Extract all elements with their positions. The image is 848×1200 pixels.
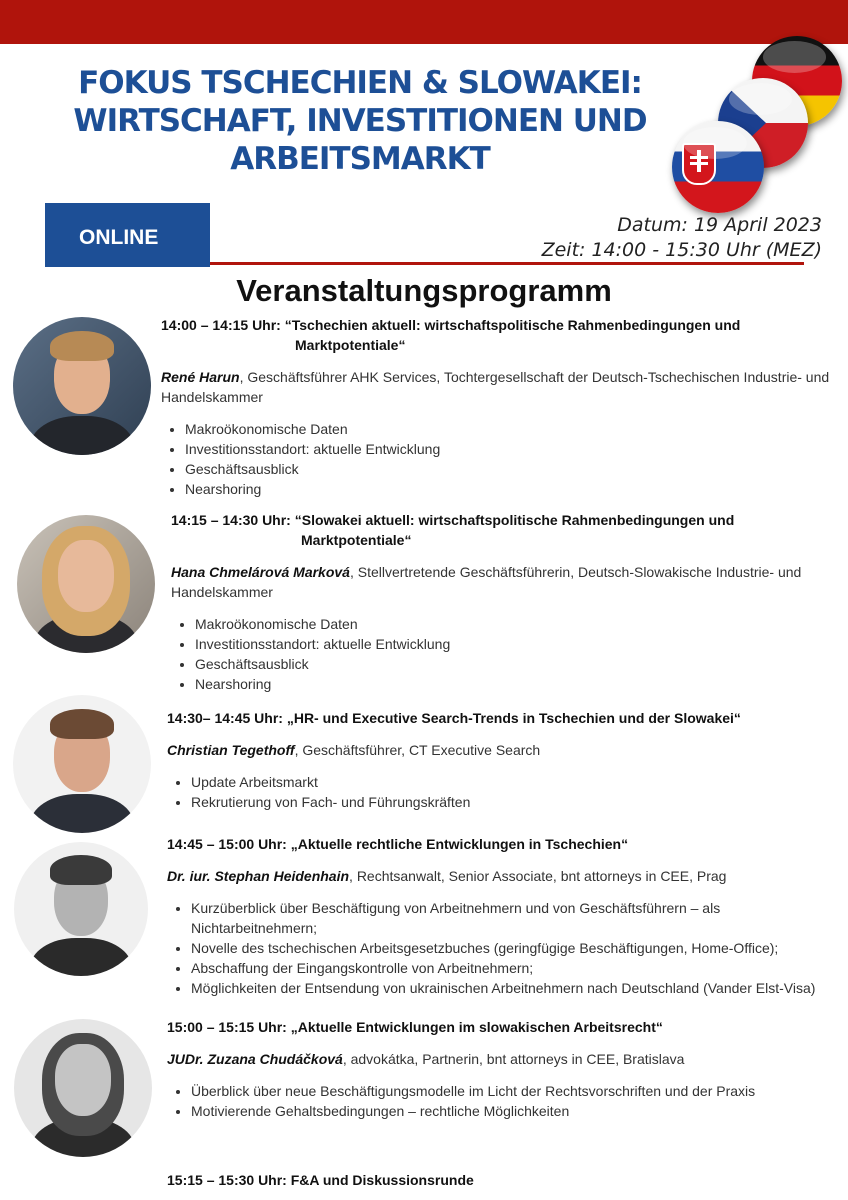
session-2 [171, 510, 841, 694]
speaker-name: Hana Chmelárová Marková [171, 564, 350, 580]
speaker-line [167, 1049, 847, 1069]
session-time-title: 14:00 – 14:15 Uhr: “Tschechien aktuell: wirtschaftspolitische Rahmenbedingungen und [161, 317, 741, 333]
speaker-role: , Stellvertretende Geschäftsführerin, Deutsch-Slowakische Industrie- und Handelskammer [171, 564, 802, 600]
list-item: • Rekrutierung von Fach- und Führungskräften [191, 792, 847, 812]
session-time-title: 14:45 – 15:00 Uhr: „Aktuelle rechtliche Entwicklungen in Tschechien“ [167, 836, 629, 852]
list-item: • Makroökonomische Daten [195, 614, 841, 634]
topic-list [161, 419, 841, 499]
event-time: Zeit: 14:00 - 15:30 Uhr (MEZ) [541, 239, 822, 261]
session-4 [167, 834, 847, 998]
topic-list [167, 1081, 847, 1121]
session-1 [161, 315, 841, 499]
top-red-bar [0, 0, 848, 44]
speaker-name: René Harun [161, 369, 240, 385]
speaker-photo-hana-chmelarova-markova [17, 515, 155, 653]
list-item: • Investitionsstandort: aktuelle Entwicklung [195, 634, 841, 654]
session-heading [167, 1017, 847, 1037]
online-badge: ONLINE [45, 203, 210, 267]
list-item: • Abschaffung der Eingangskontrolle von Arbeitnehmern; [191, 958, 847, 978]
slovak-flag-icon [672, 121, 764, 213]
speaker-role: , advokátka, Partnerin, bnt attorneys in CEE, Bratislava [342, 1051, 685, 1067]
speaker-photo-zuzana-chudackova [14, 1019, 152, 1157]
list-item: • Möglichkeiten der Entsendung von ukrainischen Arbeitnehmern nach Deutschland (Vander Elst-Visa) [191, 978, 847, 998]
speaker-name: Christian Tegethoff [167, 742, 295, 758]
session-3 [167, 708, 847, 812]
event-date-time [542, 213, 822, 263]
session-5 [167, 1017, 847, 1121]
topic-list [171, 614, 841, 694]
speaker-name: Dr. iur. Stephan Heidenhain [167, 868, 350, 884]
speaker-name: JUDr. Zuzana Chudáčková [167, 1051, 343, 1067]
speaker-photo-christian-tegethoff [13, 695, 151, 833]
list-item: • Nearshoring [185, 479, 841, 499]
list-item: • Novelle des tschechischen Arbeitsgesetzbuches (geringfügige Beschäftigungen, Home-Office); [191, 938, 847, 958]
session-heading [167, 708, 847, 728]
title-line-2: WIRTSCHAFT, INVESTITIONEN UND [73, 103, 647, 139]
speaker-line [171, 562, 841, 602]
title-line-1: FOKUS TSCHECHIEN & SLOWAKEI: [78, 65, 642, 101]
list-item: • Kurzüberblick über Beschäftigung von Arbeitnehmern und von Geschäftsführern – als Nichtarbeitnehmern; [191, 898, 847, 938]
session-time-title: 14:30– 14:45 Uhr: „HR- und Executive Search-Trends in Tschechien und der Slowakei“ [167, 710, 741, 726]
session-heading [171, 510, 841, 550]
event-date: Datum: 19 April 2023 [617, 214, 822, 236]
session-time-title: 14:15 – 14:30 Uhr: “Slowakei aktuell: wirtschaftspolitische Rahmenbedingungen und [171, 512, 735, 528]
list-item: • Makroökonomische Daten [185, 419, 841, 439]
speaker-line [167, 866, 847, 886]
session-heading [161, 315, 841, 355]
list-item: • Überblick über neue Beschäftigungsmodelle im Licht der Rechtsvorschriften und der Praxis [191, 1081, 847, 1101]
list-item: • Motivierende Gehaltsbedingungen – rechtliche Möglichkeiten [191, 1101, 847, 1121]
speaker-photo-rene-harun [13, 317, 151, 455]
title-line-3: ARBEITSMARKT [230, 141, 490, 177]
list-item: • Investitionsstandort: aktuelle Entwicklung [185, 439, 841, 459]
session-time-title: 15:00 – 15:15 Uhr: „Aktuelle Entwicklungen im slowakischen Arbeitsrecht“ [167, 1019, 663, 1035]
event-title [40, 64, 680, 178]
speaker-role: , Rechtsanwalt, Senior Associate, bnt attorneys in CEE, Prag [349, 868, 727, 884]
list-item: • Nearshoring [195, 674, 841, 694]
session-heading [167, 834, 847, 854]
speaker-line [161, 367, 841, 407]
list-item: • Geschäftsausblick [185, 459, 841, 479]
speaker-photo-stephan-heidenhain [14, 842, 148, 976]
topic-list [167, 898, 847, 998]
session-title-continued: Marktpotentiale“ [301, 532, 412, 548]
program-title: Veranstaltungsprogramm [236, 273, 612, 308]
speaker-role: , Geschäftsführer AHK Services, Tochtergesellschaft der Deutsch-Tschechischen Industrie- und Handelskammer [161, 369, 830, 405]
list-item: • Geschäftsausblick [195, 654, 841, 674]
closing-session: 15:15 – 15:30 Uhr: F&A und Diskussionsrunde [167, 1172, 474, 1188]
list-item: • Update Arbeitsmarkt [191, 772, 847, 792]
speaker-line [167, 740, 847, 760]
session-title-continued: Marktpotentiale“ [295, 337, 406, 353]
speaker-role: , Geschäftsführer, CT Executive Search [294, 742, 541, 758]
topic-list [167, 772, 847, 812]
